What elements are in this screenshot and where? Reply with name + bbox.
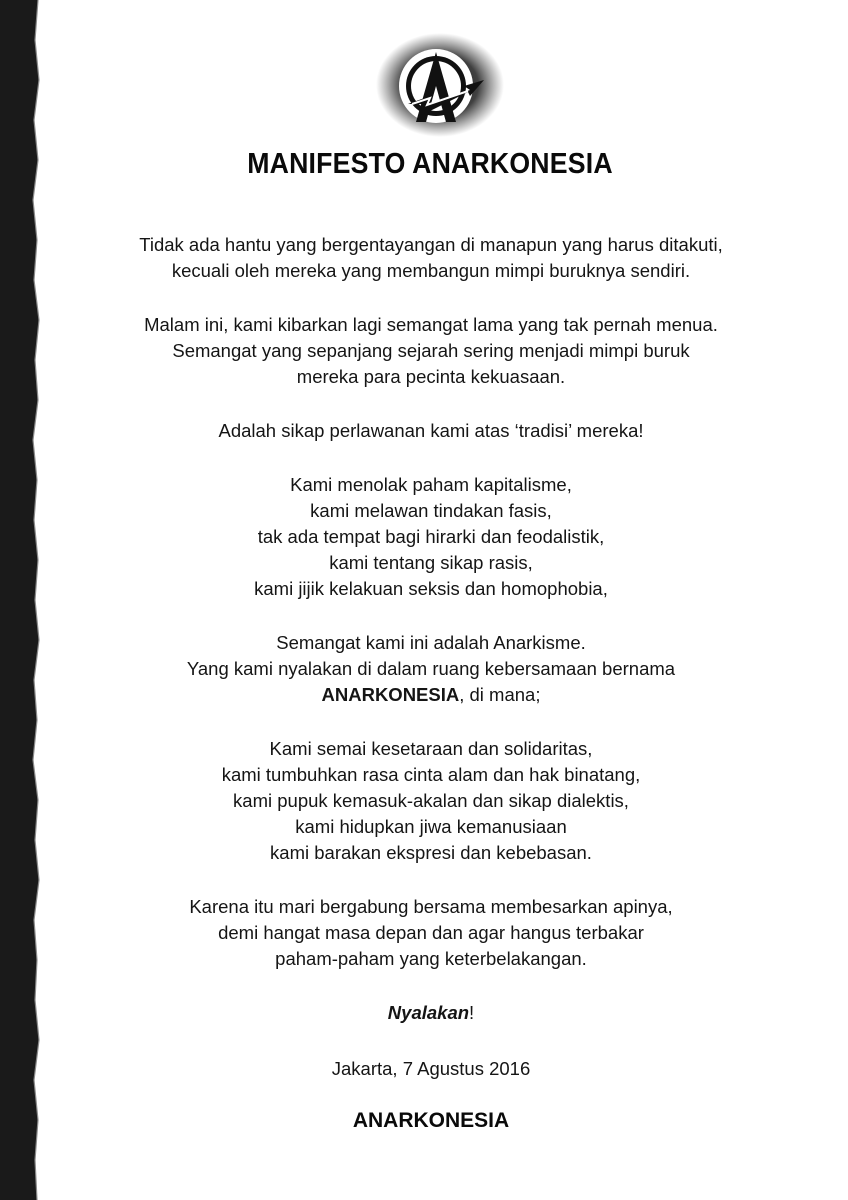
date-place: Jakarta, 7 Agustus 2016 [331, 1058, 531, 1079]
text-line: tak ada tempat bagi hirarki dan feodalistik, [257, 526, 605, 547]
text-line: Kami menolak paham kapitalisme, [290, 474, 572, 495]
closing-punct: ! [469, 1002, 475, 1023]
text-line: demi hangat masa depan dan agar hangus terbakar [218, 922, 644, 943]
text-line: Malam ini, kami kibarkan lagi semangat lama yang tak pernah menua. [144, 314, 718, 335]
stanza [48, 312, 814, 390]
text-line: kami hidupkan jiwa kemanusiaan [295, 816, 567, 837]
stanza [48, 472, 814, 602]
text-line: Kami semai kesetaraan dan solidaritas, [269, 738, 593, 759]
page-title: MANIFESTO ANARKONESIA [247, 148, 613, 180]
text-line: kami melawan tindakan fasis, [310, 500, 552, 521]
stanza [48, 630, 814, 708]
text-line: kami barakan ekspresi dan kebebasan. [270, 842, 592, 863]
text-fragment: , di mana; [459, 684, 541, 705]
anarchy-circle-a-icon [372, 30, 508, 140]
text-line: kecuali oleh mereka yang membangun mimpi buruknya sendiri. [171, 260, 691, 281]
text-line: mereka para pecinta kekuasaan. [296, 366, 566, 387]
closing-call [48, 1000, 814, 1026]
text-line: Karena itu mari bergabung bersama membesarkan apinya, [189, 896, 673, 917]
text-line [48, 682, 814, 708]
manifesto-body [48, 232, 814, 1054]
text-line: Adalah sikap perlawanan kami atas ‘tradisi’ mereka! [218, 420, 644, 441]
text-line: Semangat kami ini adalah Anarkisme. [276, 632, 586, 653]
text-line: kami pupuk kemasuk-akalan dan sikap dialektis, [233, 790, 629, 811]
text-line: Yang kami nyalakan di dalam ruang kebersamaan bernama [186, 658, 676, 679]
text-line: paham-paham yang keterbelakangan. [275, 948, 587, 969]
text-line: kami tentang sikap rasis, [329, 552, 533, 573]
stanza [48, 418, 814, 444]
closing-word: Nyalakan [387, 1002, 470, 1023]
text-line: kami tumbuhkan rasa cinta alam dan hak binatang, [221, 764, 641, 785]
organization-name: ANARKONESIA [321, 684, 460, 705]
text-line: kami jijik kelakuan seksis dan homophobia, [254, 578, 608, 599]
stanza [48, 736, 814, 866]
signature: ANARKONESIA [352, 1109, 510, 1132]
text-line: Tidak ada hantu yang bergentayangan di manapun yang harus ditakuti, [139, 234, 723, 255]
text-line [48, 1000, 814, 1026]
stanza [48, 232, 814, 284]
stanza [48, 894, 814, 972]
text-line: Semangat yang sepanjang sejarah sering menjadi mimpi buruk [172, 340, 690, 361]
